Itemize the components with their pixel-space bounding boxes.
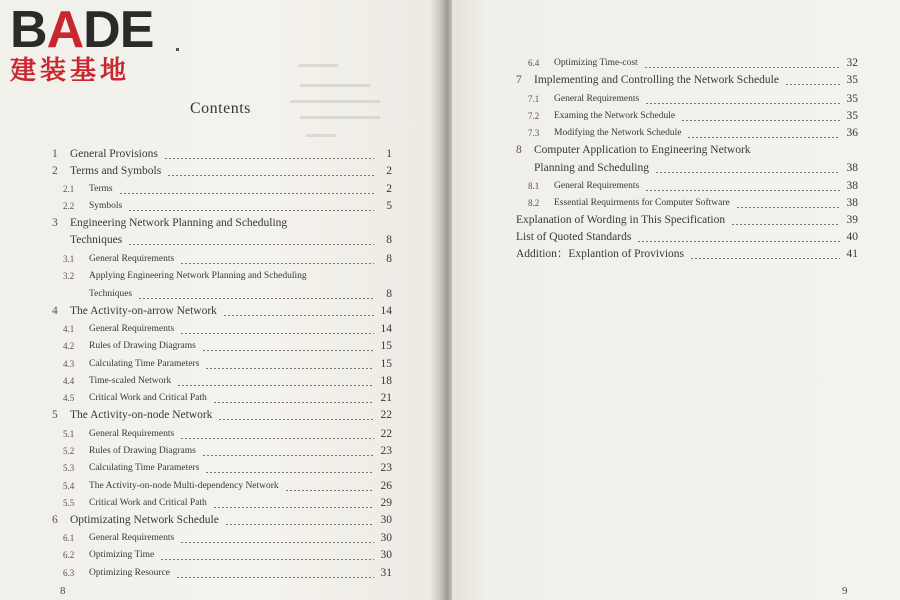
toc-number: 5.4 bbox=[63, 481, 75, 491]
toc-page-number: 30 bbox=[380, 532, 392, 544]
toc-number: 2.1 bbox=[63, 184, 75, 194]
page-number-right: 9 bbox=[842, 585, 848, 597]
toc-page-number: 8 bbox=[386, 253, 392, 265]
toc-page-number: 39 bbox=[846, 214, 858, 226]
toc-title: Computer Application to Engineering Network bbox=[534, 144, 751, 156]
toc-number: 4.2 bbox=[63, 341, 75, 351]
toc-entry bbox=[63, 338, 392, 354]
toc-title: Time-scaled Network bbox=[89, 376, 172, 386]
dot-leader bbox=[167, 175, 374, 176]
dot-leader bbox=[205, 368, 374, 369]
toc-title: Techniques bbox=[70, 234, 123, 246]
dot-leader bbox=[138, 298, 374, 299]
toc-number: 6.1 bbox=[63, 533, 75, 543]
toc-number: 4.4 bbox=[63, 376, 75, 386]
dot-leader bbox=[213, 402, 374, 403]
toc-number: 2 bbox=[52, 165, 58, 177]
toc-entry bbox=[516, 142, 858, 158]
toc-title: Modifying the Network Schedule bbox=[554, 128, 682, 138]
toc-entry bbox=[528, 55, 858, 71]
toc-number: 8 bbox=[516, 144, 522, 156]
toc-number: 3.2 bbox=[63, 271, 75, 281]
toc-title: The Activity-on-node Network bbox=[70, 409, 213, 421]
toc-entry bbox=[63, 356, 392, 372]
toc-number: 5.1 bbox=[63, 429, 75, 439]
toc-title: Rules of Drawing Diagrams bbox=[89, 341, 196, 351]
toc-title: Critical Work and Critical Path bbox=[89, 498, 207, 508]
bleed-through bbox=[290, 100, 380, 103]
toc-number: 5.3 bbox=[63, 463, 75, 473]
toc-number: 5.5 bbox=[63, 498, 75, 508]
toc-page-number: 23 bbox=[380, 462, 392, 474]
bade-logo bbox=[6, 1, 178, 88]
dot-leader bbox=[690, 258, 840, 259]
toc-title: General Requirements bbox=[554, 94, 640, 104]
toc-title: General Requirements bbox=[89, 533, 175, 543]
toc-page-number: 38 bbox=[846, 180, 858, 192]
toc-entry bbox=[63, 426, 392, 442]
page-number-left: 8 bbox=[60, 585, 66, 597]
toc-number: 3 bbox=[52, 217, 58, 229]
dot-leader bbox=[655, 172, 840, 173]
toc-page-number: 38 bbox=[846, 162, 858, 174]
dot-leader bbox=[644, 67, 840, 68]
dot-leader bbox=[645, 190, 840, 191]
toc-page-number: 14 bbox=[380, 323, 392, 335]
dot-leader bbox=[164, 158, 374, 159]
toc-number: 6.3 bbox=[63, 568, 75, 578]
right-page bbox=[452, 0, 900, 600]
dot-leader bbox=[180, 263, 374, 264]
toc-title: Calculating Time Parameters bbox=[89, 463, 200, 473]
toc-title: Explanation of Wording in This Specification bbox=[516, 214, 726, 226]
toc-page-number: 1 bbox=[386, 148, 392, 160]
toc-entry-continuation bbox=[70, 232, 392, 248]
toc-page-number: 32 bbox=[846, 57, 858, 69]
toc-title: Planning and Scheduling bbox=[534, 162, 649, 174]
toc-page-number: 22 bbox=[380, 409, 392, 421]
toc-entry bbox=[52, 303, 392, 319]
toc-page-number: 29 bbox=[380, 497, 392, 509]
toc-number: 3.1 bbox=[63, 254, 75, 264]
toc-page-number: 8 bbox=[386, 234, 392, 246]
dot-leader bbox=[176, 577, 374, 578]
logo-word-text: BADE bbox=[10, 1, 154, 59]
toc-entry bbox=[63, 460, 392, 476]
toc-title: General Requirements bbox=[89, 429, 175, 439]
bleed-through bbox=[300, 116, 380, 119]
toc-page-number: 2 bbox=[386, 183, 392, 195]
toc-number: 7.3 bbox=[528, 128, 540, 138]
toc-entry bbox=[528, 91, 858, 107]
toc-title: The Activity-on-node Multi-dependency Network bbox=[89, 481, 279, 491]
toc-entry bbox=[63, 390, 392, 406]
toc-entry bbox=[63, 268, 392, 284]
toc-title: General Requirements bbox=[89, 254, 175, 264]
toc-page-number: 22 bbox=[380, 428, 392, 440]
bleed-through bbox=[300, 84, 370, 87]
toc-number: 7.1 bbox=[528, 94, 540, 104]
toc-entry bbox=[52, 163, 392, 179]
toc-number: 4.5 bbox=[63, 393, 75, 403]
toc-page-number: 5 bbox=[386, 200, 392, 212]
toc-entry bbox=[52, 215, 392, 231]
dot-leader bbox=[205, 472, 374, 473]
toc-title: Symbols bbox=[89, 201, 123, 211]
toc-entry bbox=[63, 181, 392, 197]
toc-number: 6 bbox=[52, 514, 58, 526]
toc-number: 5 bbox=[52, 409, 58, 421]
dot-leader bbox=[180, 542, 374, 543]
dot-leader bbox=[213, 507, 374, 508]
toc-entry bbox=[63, 495, 392, 511]
toc-page-number: 41 bbox=[846, 248, 858, 260]
toc-entry bbox=[63, 478, 392, 494]
toc-page-number: 30 bbox=[380, 549, 392, 561]
toc-number: 4 bbox=[52, 305, 58, 317]
logo-dot bbox=[176, 48, 179, 51]
toc-title: Calculating Time Parameters bbox=[89, 359, 200, 369]
logo-wordmark bbox=[10, 1, 154, 59]
dot-leader bbox=[785, 84, 840, 85]
toc-page-number: 14 bbox=[380, 305, 392, 317]
toc-entry bbox=[516, 212, 858, 228]
toc-entry-continuation bbox=[534, 160, 858, 176]
dot-leader bbox=[731, 224, 840, 225]
dot-leader bbox=[202, 455, 374, 456]
toc-page-number: 36 bbox=[846, 127, 858, 139]
toc-title: Optimizing Time bbox=[89, 550, 155, 560]
toc-page-number: 15 bbox=[380, 358, 392, 370]
toc-page-number: 15 bbox=[380, 340, 392, 352]
dot-leader bbox=[180, 333, 374, 334]
toc-title: Techniques bbox=[89, 289, 133, 299]
dot-leader bbox=[218, 419, 374, 420]
toc-entry bbox=[528, 195, 858, 211]
toc-entry bbox=[63, 198, 392, 214]
toc-entry bbox=[63, 547, 392, 563]
toc-page-number: 18 bbox=[380, 375, 392, 387]
dot-leader bbox=[681, 120, 840, 121]
toc-title: General Requirements bbox=[89, 324, 175, 334]
toc-page-number: 30 bbox=[380, 514, 392, 526]
toc-title: Terms bbox=[89, 184, 113, 194]
dot-leader bbox=[128, 210, 374, 211]
toc-title: The Activity-on-arrow Network bbox=[70, 305, 217, 317]
toc-title: Examing the Network Schedule bbox=[554, 111, 676, 121]
toc-entry bbox=[63, 373, 392, 389]
dot-leader bbox=[687, 137, 840, 138]
toc-entry bbox=[63, 565, 392, 581]
toc-title: Essential Requirments for Computer Software bbox=[554, 198, 730, 208]
toc-page-number: 35 bbox=[846, 110, 858, 122]
left-page bbox=[0, 0, 440, 600]
toc-page-number: 35 bbox=[846, 93, 858, 105]
toc-page-number: 38 bbox=[846, 197, 858, 209]
toc-entry bbox=[516, 246, 858, 262]
toc-number: 6.2 bbox=[63, 550, 75, 560]
toc-number: 1 bbox=[52, 148, 58, 160]
toc-page-number: 40 bbox=[846, 231, 858, 243]
toc-page-number: 26 bbox=[380, 480, 392, 492]
dot-leader bbox=[223, 315, 374, 316]
toc-entry bbox=[52, 512, 392, 528]
toc-page-number: 8 bbox=[386, 288, 392, 300]
toc-number: 6.4 bbox=[528, 58, 540, 68]
toc-page-number: 21 bbox=[380, 392, 392, 404]
toc-title: Terms and Symbols bbox=[70, 165, 162, 177]
toc-title: Optimizating Network Schedule bbox=[70, 514, 219, 526]
toc-entry bbox=[516, 229, 858, 245]
toc-number: 4.1 bbox=[63, 324, 75, 334]
contents-heading: Contents bbox=[190, 100, 251, 117]
toc-title: Addition：Explantion of Provivions bbox=[516, 248, 685, 260]
toc-number: 7 bbox=[516, 74, 522, 86]
toc-number: 4.3 bbox=[63, 359, 75, 369]
toc-page-number: 31 bbox=[380, 567, 392, 579]
bleed-through bbox=[306, 134, 336, 137]
toc-number: 8.1 bbox=[528, 181, 540, 191]
toc-page-number: 23 bbox=[380, 445, 392, 457]
toc-entry bbox=[52, 146, 392, 162]
toc-entry bbox=[528, 178, 858, 194]
bleed-through bbox=[298, 64, 338, 67]
toc-title: Critical Work and Critical Path bbox=[89, 393, 207, 403]
toc-number: 2.2 bbox=[63, 201, 75, 211]
dot-leader bbox=[180, 438, 374, 439]
toc-number: 8.2 bbox=[528, 198, 540, 208]
toc-number: 5.2 bbox=[63, 446, 75, 456]
dot-leader bbox=[645, 103, 840, 104]
toc-entry bbox=[52, 407, 392, 423]
logo-chinese: 建装基地 bbox=[10, 56, 131, 86]
dot-leader bbox=[637, 241, 840, 242]
toc-entry bbox=[63, 321, 392, 337]
toc-title: Rules of Drawing Diagrams bbox=[89, 446, 196, 456]
toc-title: General Requirements bbox=[554, 181, 640, 191]
toc-number: 7.2 bbox=[528, 111, 540, 121]
toc-title: General Provisions bbox=[70, 148, 158, 160]
toc-title: Implementing and Controlling the Network Schedule bbox=[534, 74, 779, 86]
toc-entry bbox=[63, 530, 392, 546]
toc-title: Applying Engineering Network Planning and Scheduling bbox=[89, 271, 307, 281]
dot-leader bbox=[128, 244, 374, 245]
toc-entry bbox=[528, 108, 858, 124]
toc-page-number: 2 bbox=[386, 165, 392, 177]
toc-entry bbox=[528, 125, 858, 141]
dot-leader bbox=[285, 490, 374, 491]
toc-entry bbox=[63, 251, 392, 267]
toc-entry bbox=[516, 72, 858, 88]
dot-leader bbox=[177, 385, 374, 386]
toc-entry-continuation bbox=[89, 286, 392, 302]
dot-leader bbox=[160, 559, 374, 560]
toc-entry bbox=[63, 443, 392, 459]
dot-leader bbox=[202, 350, 374, 351]
dot-leader bbox=[736, 207, 840, 208]
toc-title: List of Quoted Standards bbox=[516, 231, 632, 243]
toc-title: Optimizing Time-cost bbox=[554, 58, 638, 68]
toc-title: Engineering Network Planning and Scheduling bbox=[70, 217, 288, 229]
toc-page-number: 35 bbox=[846, 74, 858, 86]
toc-title: Optimizing Resource bbox=[89, 568, 170, 578]
dot-leader bbox=[119, 193, 374, 194]
dot-leader bbox=[225, 524, 374, 525]
